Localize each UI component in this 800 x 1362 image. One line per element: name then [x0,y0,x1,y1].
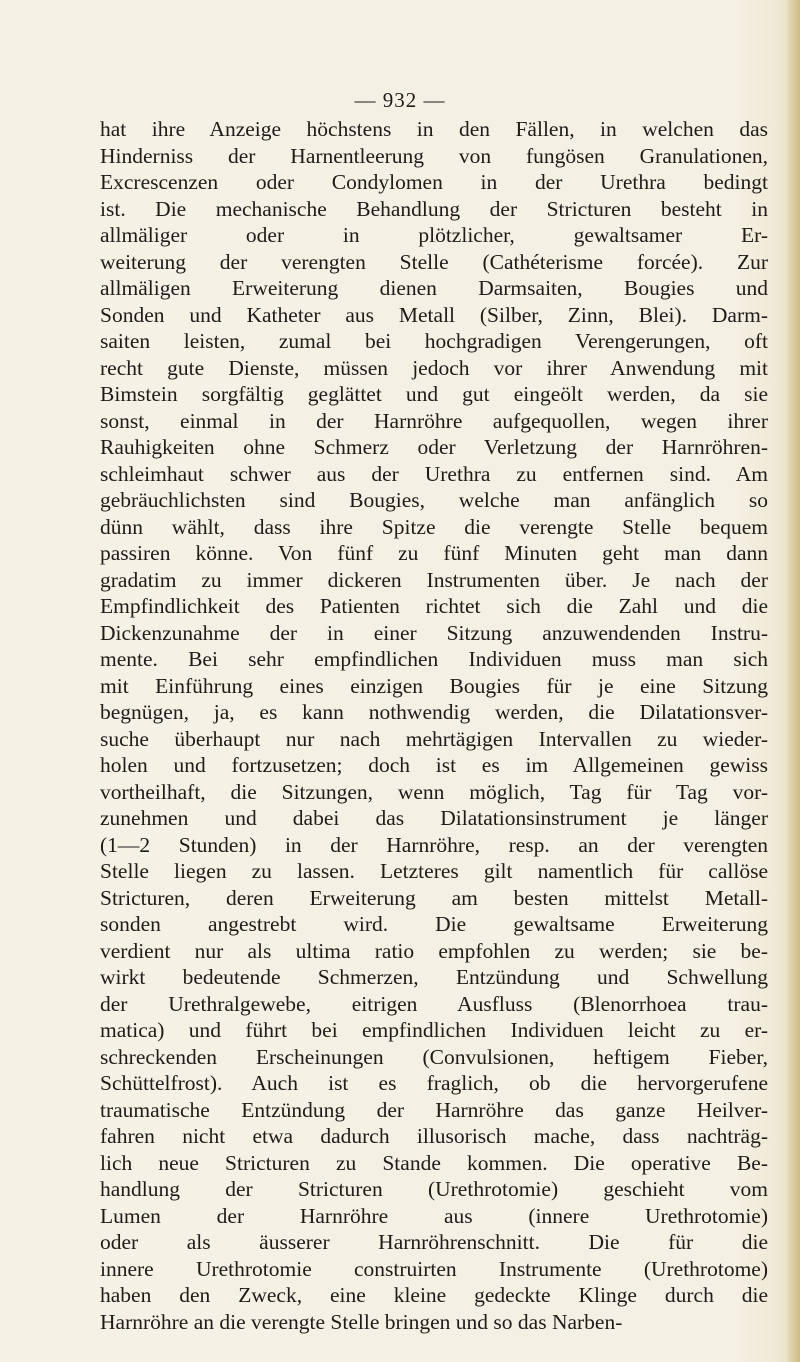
text-line: gradatim zu immer dickeren Instrumenten über. Je nach der [100,567,768,592]
text-line: weiterung der verengten Stelle (Cathéterisme forcée). Zur [100,249,768,274]
text-line: mit Einführung eines einzigen Bougies für je eine Sitzung [100,673,768,698]
text-line: sonst, einmal in der Harnröhre aufgequollen, wegen ihrer [100,408,768,433]
text-line: verdient nur als ultima ratio empfohlen zu werden; sie be- [100,938,768,963]
text-line: Stelle liegen zu lassen. Letzteres gilt namentlich für callöse [100,859,768,883]
text-line: der Urethralgewebe, eitrigen Ausfluss (Blenorrhoea trau- [100,991,768,1016]
text-line: fahren nicht etwa dadurch illusorisch mache, dass nachträg- [100,1124,768,1148]
text-line: allmäliger oder in plötzlicher, gewaltsamer Er- [100,223,768,247]
text-line: suche überhaupt nur nach mehrtägigen Intervallen zu wieder- [100,726,768,751]
page-number: — 932 — [354,88,446,112]
text-line: Sonden und Katheter aus Metall (Silber, Zinn, Blei). Darm- [100,302,768,327]
text-line: hat ihre Anzeige höchstens in den Fällen, in welchen das [100,117,768,141]
text-line: schreckenden Erscheinungen (Convulsionen, heftigem Fieber, [100,1044,768,1069]
text-line: handlung der Stricturen (Urethrotomie) geschieht vom [100,1177,768,1201]
text-line: gebräuchlichsten sind Bougies, welche man anfänglich so [100,488,768,512]
text-line: mente. Bei sehr empfindlichen Individuen muss man sich [100,647,768,671]
text-line: ist. Die mechanische Behandlung der Stricturen besteht in [100,196,768,221]
text-line: Harnröhre an die verengte Stelle bringen und so das Narben- [100,1309,623,1334]
text-line: passiren könne. Von fünf zu fünf Minuten geht man dann [100,541,768,565]
text-line: Empfindlichkeit des Patienten richtet sich die Zahl und die [100,594,768,618]
text-line: begnügen, ja, es kann nothwendig werden, die Dilatationsver- [100,700,768,724]
text-line: Stricturen, deren Erweiterung am besten mittelst Metall- [100,885,768,910]
text-line: saiten leisten, zumal bei hochgradigen Verengerungen, oft [100,329,768,353]
text-line: Lumen der Harnröhre aus (innere Urethrotomie) [100,1203,768,1228]
text-line: Schüttelfrost). Auch ist es fraglich, ob die hervorgerufene [100,1071,768,1095]
body-text [100,116,768,1335]
text-line: innere Urethrotomie construirten Instrumente (Urethrotome) [100,1256,768,1281]
text-line: traumatische Entzündung der Harnröhre das ganze Heilver- [100,1097,768,1122]
text-line: Bimstein sorgfältig geglättet und gut eingeölt werden, da sie [100,382,768,406]
text-line: matica) und führt bei empfindlichen Individuen leicht zu er- [100,1018,768,1042]
text-line: wirkt bedeutende Schmerzen, Entzündung und Schwellung [100,965,768,989]
text-line: holen und fortzusetzen; doch ist es im Allgemeinen gewiss [100,753,768,777]
text-line: dünn wählt, dass ihre Spitze die verengte Stelle bequem [100,514,768,539]
text-line: recht gute Dienste, müssen jedoch vor ihrer Anwendung mit [100,355,768,380]
text-line: Excrescenzen oder Condylomen in der Urethra bedingt [100,170,768,194]
text-line: haben den Zweck, eine kleine gedeckte Klinge durch die [100,1283,768,1307]
text-line: lich neue Stricturen zu Stande kommen. Die operative Be- [100,1150,768,1175]
text-line: vortheilhaft, die Sitzungen, wenn möglich, Tag für Tag vor- [100,779,768,804]
text-line: sonden angestrebt wird. Die gewaltsame Erweiterung [100,912,768,936]
text-line: oder als äusserer Harnröhrenschnitt. Die für die [100,1230,768,1254]
text-line: Rauhigkeiten ohne Schmerz oder Verletzung der Harnröhren- [100,435,768,459]
text-line: allmäligen Erweiterung dienen Darmsaiten, Bougies und [100,276,768,300]
text-line: Dickenzunahme der in einer Sitzung anzuwendenden Instru- [100,620,768,645]
text-line: Hinderniss der Harnentleerung von fungösen Granulationen, [100,143,768,168]
text-line: (1—2 Stunden) in der Harnröhre, resp. an der verengten [100,832,768,857]
page-edge [786,0,800,1362]
text-line: schleimhaut schwer aus der Urethra zu entfernen sind. Am [100,461,768,486]
text-line: zunehmen und dabei das Dilatationsinstrument je länger [100,806,768,830]
